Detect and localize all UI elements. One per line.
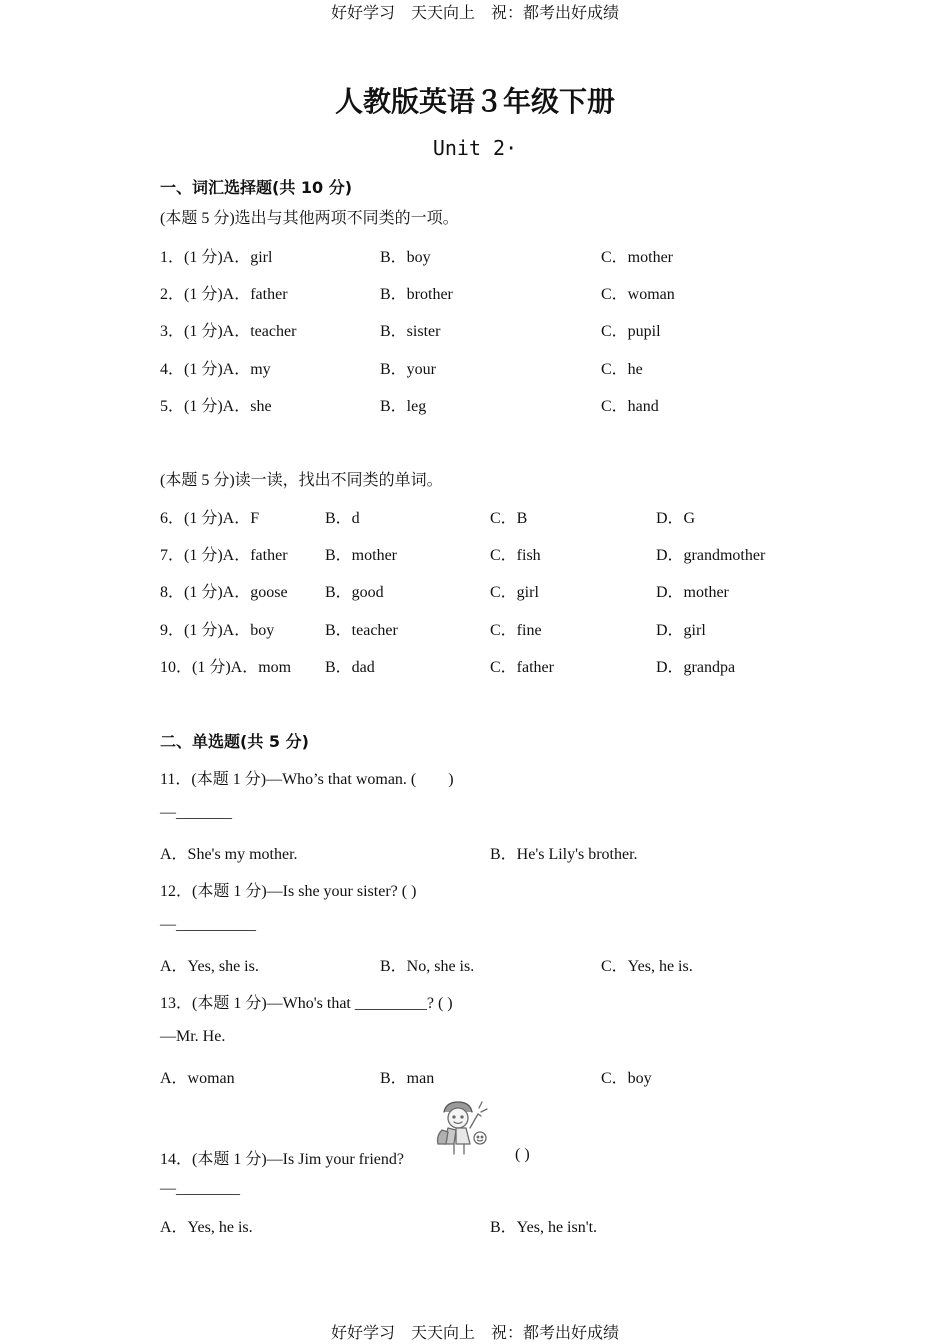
question-12-answer-blank: —__________ (160, 916, 256, 933)
question-10-stem: 10．(1 分)A．mom (160, 659, 292, 676)
question-9-option-c: C．fine (490, 622, 542, 639)
question-12-stem: 12．(本题 1 分)—Is she your sister? ( ) (160, 883, 417, 900)
question-2-stem: 2．(1 分)A．father (160, 286, 288, 303)
question-2-option-b: B．brother (380, 286, 453, 303)
question-5-option-b: B．leg (380, 398, 427, 415)
question-3-option-c: C．pupil (601, 323, 661, 340)
question-13-option-c: C．boy (601, 1070, 652, 1087)
question-1-stem: 1．(1 分)A．girl (160, 249, 273, 266)
section-heading-single-choice: 二、单选题(共 5 分) (160, 732, 309, 751)
question-4-stem: 4．(1 分)A．my (160, 361, 271, 378)
question-4-option-b: B．your (380, 361, 437, 378)
boy-with-backpack-icon (430, 1098, 496, 1160)
question-7-option-b: B．mother (325, 547, 397, 564)
page-subtitle: Unit 2· (432, 136, 518, 160)
question-11-option-b: B．He's Lily's brother. (490, 846, 638, 863)
question-10-option-c: C．father (490, 659, 554, 676)
question-14-option-a: A．Yes, he is. (160, 1219, 253, 1236)
question-8-stem: 8．(1 分)A．goose (160, 584, 288, 601)
question-8-option-c: C．girl (490, 584, 539, 601)
question-4-option-c: C．he (601, 361, 643, 378)
footer-motto: 好好学习 天天向上 祝：都考出好成绩 (330, 1325, 619, 1342)
question-2-option-c: C．woman (601, 286, 675, 303)
question-1-option-b: B．boy (380, 249, 431, 266)
question-3-option-b: B．sister (380, 323, 441, 340)
instruction-part-a: (本题 5 分)选出与其他两项不同类的一项。 (160, 210, 459, 227)
question-1-option-c: C．mother (601, 249, 673, 266)
question-12-option-a: A．Yes, she is. (160, 958, 259, 975)
question-14-paren: ( ) (515, 1146, 530, 1163)
question-12-option-b: B．No, she is. (380, 958, 475, 975)
question-14-answer-blank: —________ (160, 1180, 240, 1197)
question-7-stem: 7．(1 分)A．father (160, 547, 288, 564)
question-9-option-d: D．girl (656, 622, 706, 639)
question-5-option-c: C．hand (601, 398, 659, 415)
question-9-option-b: B．teacher (325, 622, 398, 639)
question-11-answer-blank: —_______ (160, 804, 232, 821)
question-11-stem: 11．(本题 1 分)—Who’s that woman. ( ) (160, 771, 454, 788)
question-8-option-d: D．mother (656, 584, 729, 601)
header-motto: 好好学习 天天向上 祝：都考出好成绩 (330, 5, 619, 22)
question-13-answer: —Mr. He. (160, 1028, 226, 1045)
question-11-option-a: A．She's my mother. (160, 846, 298, 863)
question-13-option-a: A．woman (160, 1070, 235, 1087)
question-8-option-b: B．good (325, 584, 384, 601)
question-9-stem: 9．(1 分)A．boy (160, 622, 275, 639)
question-3-stem: 3．(1 分)A．teacher (160, 323, 297, 340)
instruction-part-b: (本题 5 分)读一读，找出不同类的单词。 (160, 472, 443, 489)
question-14-option-b: B．Yes, he isn't. (490, 1219, 598, 1236)
question-6-option-c: C．B (490, 510, 528, 527)
question-10-option-d: D．grandpa (656, 659, 736, 676)
question-7-option-d: D．grandmother (656, 547, 766, 564)
question-6-option-b: B．d (325, 510, 360, 527)
question-13-stem: 13．(本题 1 分)—Who's that _________? ( ) (160, 995, 453, 1012)
question-5-stem: 5．(1 分)A．she (160, 398, 272, 415)
question-10-option-b: B．dad (325, 659, 375, 676)
question-7-option-c: C．fish (490, 547, 541, 564)
question-12-option-c: C．Yes, he is. (601, 958, 693, 975)
question-6-option-d: D．G (656, 510, 696, 527)
section-heading-vocabulary: 一、词汇选择题(共 10 分) (160, 178, 353, 197)
question-14-stem: 14．(本题 1 分)—Is Jim your friend? (160, 1151, 404, 1168)
question-13-option-b: B．man (380, 1070, 435, 1087)
question-6-stem: 6．(1 分)A．F (160, 510, 260, 527)
page-title: 人教版英语３年级下册 (334, 85, 615, 118)
